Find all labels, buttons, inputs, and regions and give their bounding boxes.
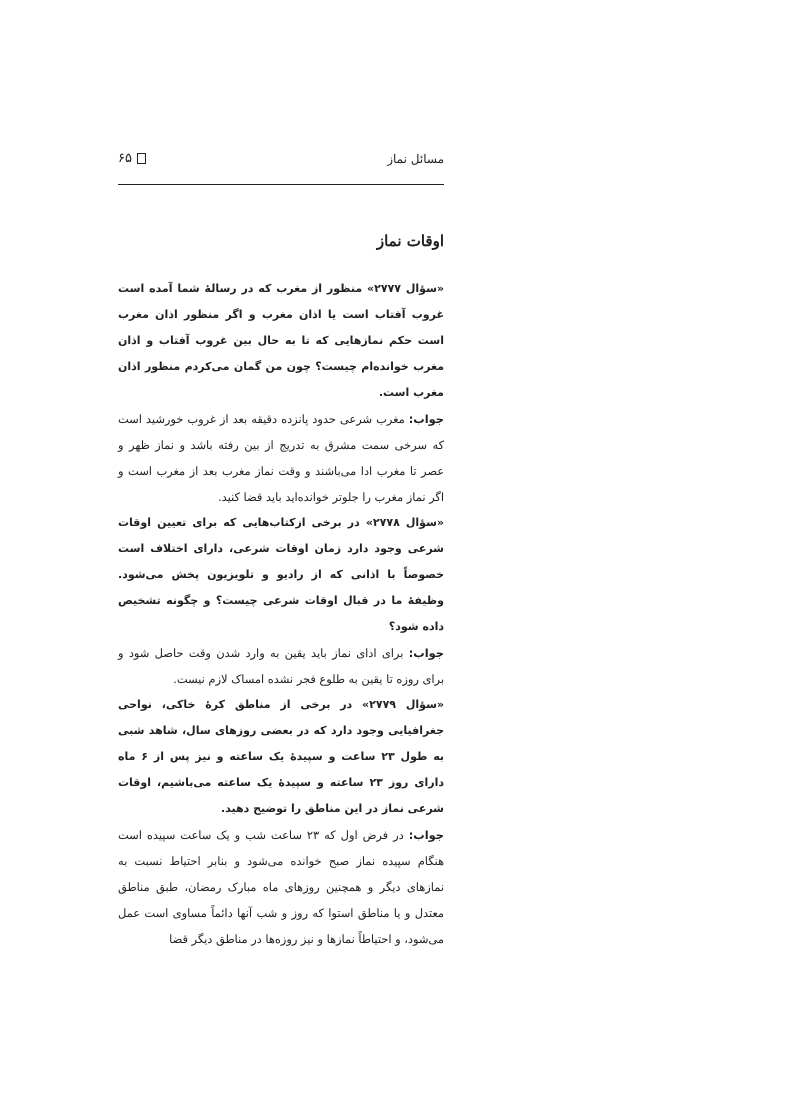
question-text: منظور از مغرب که در رسالهٔ شما آمده است غروب آفتاب است یا اذان مغرب و اگر منظور اذان مغرب است حکم نمازهایی که تا به حال بین غروب آفتاب و اذان مغرب خوانده‌ام چیست؟ چون من گمان می‌کردم منظور اذان مغرب است. (118, 282, 444, 399)
running-title: مسائل نماز (387, 152, 444, 166)
header-rule (118, 184, 444, 185)
answer-label: جواب: (408, 646, 444, 660)
question-label: «سؤال ۲۷۷۸» (365, 516, 444, 529)
question-paragraph (118, 276, 444, 406)
question-label: «سؤال ۲۷۷۷» (367, 282, 445, 295)
answer-paragraph (118, 406, 444, 510)
page-number (118, 151, 146, 166)
question-text: در برخی از مناطق کرهٔ خاکی، نواحی جغرافیایی وجود دارد که در بعضی روزهای سال، شاهد شبی به طول ۲۳ ساعت و سپیدهٔ یک ساعته و نیز پس از ۶ ماه دارای روز ۲۳ ساعته و سپیدهٔ یک ساعته می‌باشیم، اوقات شرعی نماز در این مناطق را توضیح دهید. (118, 698, 444, 815)
answer-paragraph (118, 640, 444, 692)
book-page (118, 0, 444, 1100)
question-text: در برخی ازکتاب‌هایی که برای تعیین اوقات شرعی وجود دارد زمان اوقات شرعی، دارای اختلاف است خصوصاً با اذانی که از رادیو و تلویزیون پخش می‌شود. وظیفهٔ ما در قبال اوقات شرعی چیست؟ و چگونه تشخیص داده شود؟ (118, 516, 444, 633)
answer-label: جواب: (408, 828, 444, 842)
square-ornament-icon (137, 153, 146, 164)
section-title: اوقات نماز (376, 232, 444, 250)
page-number-value: ۶۵ (118, 151, 132, 166)
page-content (118, 276, 444, 952)
answer-label: جواب: (408, 412, 445, 426)
answer-text: مغرب شرعی حدود پانزده دقیقه بعد از غروب خورشید است که سرخی سمت مشرق به تدریج از بین رفته باشد و نماز ظهر و عصر تا مغرب ادا می‌باشند و وقت نماز مغرب بعد از مغرب است و اگر نماز مغرب را جلوتر خوانده‌اید باید قضا کنید. (118, 412, 444, 504)
answer-text: در فرض اول که ۲۳ ساعت شب و یک ساعت سپیده است هنگام سپیده نماز صبح خوانده می‌شود و بنابر احتیاط نسبت به نمازهای دیگر و همچنین روزهای ماه مبارک رمضان، طبق مناطق معتدل و یا مناطق استوا که روز و شب آنها دائماً مساوی است عمل می‌شود، و احتیاطاً نمازها و نیز روزه‌ها در مناطق دیگر قضا (118, 828, 444, 946)
answer-text: برای ادای نماز باید یقین به وارد شدن وقت حاصل شود و برای روزه تا یقین به طلوع فجر نشده امساک لازم نیست. (118, 646, 444, 686)
question-paragraph (118, 692, 444, 822)
question-paragraph (118, 510, 444, 640)
question-label: «سؤال ۲۷۷۹» (362, 698, 444, 711)
page-header (118, 150, 444, 174)
answer-paragraph (118, 822, 444, 952)
